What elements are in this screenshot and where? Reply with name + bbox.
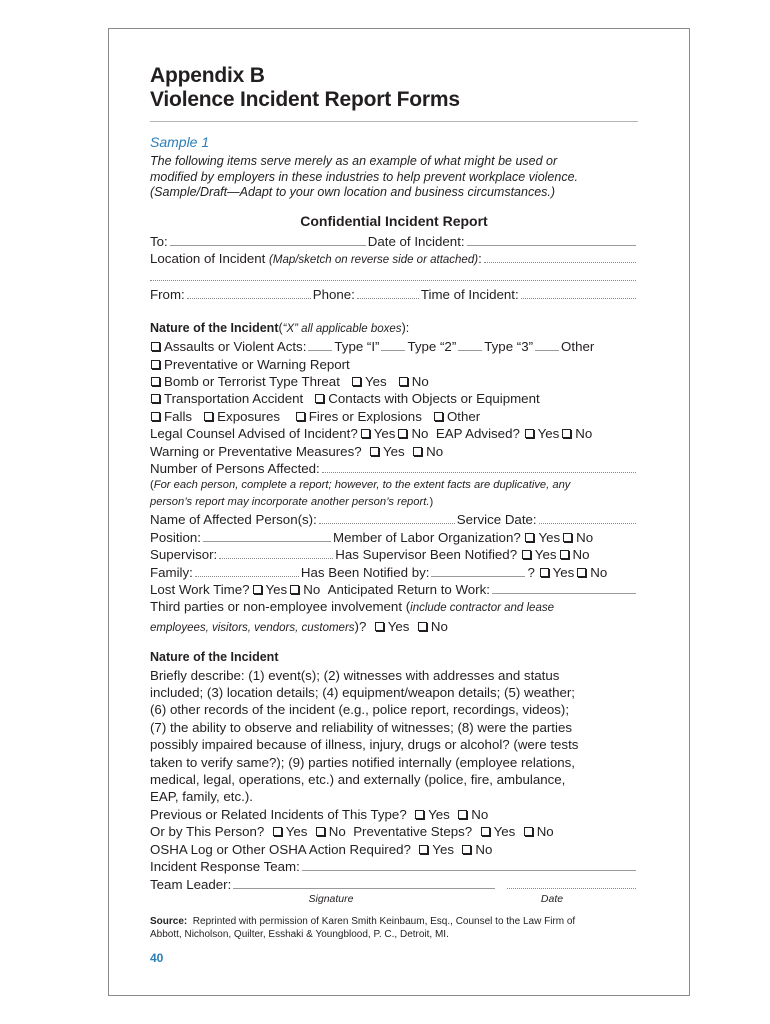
supervisor-field[interactable] (219, 547, 333, 559)
third-parties-row-2 (150, 618, 638, 637)
by-person-no-label: No (328, 824, 346, 840)
transport-label: Transportation Accident (164, 391, 304, 407)
location-continuation-row (150, 269, 638, 286)
falls-row (150, 408, 638, 425)
source-label: Source: (150, 915, 188, 927)
signature-caption: Signature (308, 892, 354, 905)
bomb-yes-label: Yes (365, 373, 387, 389)
contacts-checkbox[interactable] (315, 394, 324, 403)
contacts-label: Contacts with Objects or Equipment (328, 391, 540, 407)
position-field[interactable] (203, 530, 331, 542)
nature-line: included; (3) location details; (4) equipment/weapon details; (5) weather; (150, 685, 575, 701)
bomb-checkbox[interactable] (151, 377, 160, 386)
notified-by-qmark: ? (527, 564, 535, 580)
nature-note: “X” all applicable boxes (282, 322, 402, 335)
eap-yes-label: Yes (537, 426, 560, 442)
date-of-incident-field[interactable] (467, 234, 636, 246)
labor-yes-checkbox[interactable] (525, 533, 534, 542)
member-labor-label: Member of Labor Organization? (333, 529, 521, 545)
falls-checkbox[interactable] (151, 412, 160, 421)
by-person-yes-label: Yes (285, 824, 308, 840)
by-person-yes-checkbox[interactable] (273, 827, 282, 836)
to-row (150, 233, 638, 250)
third-parties-row (150, 598, 638, 617)
lost-work-row (150, 581, 638, 598)
osha-row (150, 841, 638, 858)
intro-line-1: The following items serve merely as an example of what might be used or (150, 154, 558, 168)
location-row (150, 250, 638, 269)
source-note (150, 915, 638, 941)
supervisor-yes-label: Yes (534, 547, 557, 563)
from-field[interactable] (187, 287, 311, 299)
lost-work-label: Lost Work Time? (150, 582, 250, 597)
bomb-row (150, 373, 638, 390)
fires-checkbox[interactable] (296, 412, 305, 421)
other-incident-checkbox[interactable] (434, 412, 443, 421)
type3-label: Type “3” (484, 339, 534, 355)
name-affected-label: Name of Affected Person(s): (150, 512, 317, 528)
falls-label: Falls (164, 408, 193, 424)
bomb-label: Bomb or Terrorist Type Threat (164, 373, 340, 389)
team-leader-signature-field[interactable] (233, 877, 495, 889)
num-persons-row (150, 460, 638, 477)
warning-measures-label: Warning or Preventative Measures? (150, 443, 362, 459)
intro-line-2: modified by employers in these industries to help prevent workplace violence. (150, 169, 579, 184)
steps-yes-label: Yes (493, 824, 516, 840)
nature-line: medical, legal, operations, etc.) and externally (police, fire, ambulance, (150, 772, 566, 788)
family-no-checkbox[interactable] (577, 568, 586, 577)
previous-yes-checkbox[interactable] (415, 810, 424, 819)
nature-note-close: ): (401, 320, 410, 335)
osha-no-checkbox[interactable] (462, 845, 471, 854)
transport-checkbox[interactable] (151, 394, 160, 403)
labor-no-checkbox[interactable] (563, 533, 572, 542)
notified-by-field[interactable] (431, 565, 525, 577)
legal-yes-checkbox[interactable] (361, 429, 370, 438)
response-team-row (150, 858, 638, 875)
bomb-no-label: No (411, 373, 429, 389)
osha-yes-checkbox[interactable] (419, 845, 428, 854)
by-person-row (150, 823, 638, 840)
legal-no-checkbox[interactable] (398, 429, 407, 438)
legal-row (150, 425, 638, 442)
service-date-field[interactable] (539, 512, 636, 524)
source-line-2: Abbott, Nicholson, Quilter, Esshaki & Youngblood, P. C., Detroit, MI. (150, 928, 449, 940)
title-divider (150, 121, 638, 122)
warning-no-label: No (426, 443, 444, 459)
preventative-steps-label: Preventative Steps? (353, 824, 473, 840)
nature-line: EAP, family, etc.). (150, 789, 253, 805)
legal-yes-label: Yes (373, 426, 396, 442)
warning-yes-checkbox[interactable] (370, 447, 379, 456)
each-person-line-1: For each person, complete a report; however, to the extent facts are duplicative, any (153, 479, 571, 492)
nature-line: (7) the ability to observe and reliability of witnesses; (8) were the parties (150, 719, 573, 735)
family-row (150, 564, 638, 581)
type1-field[interactable] (308, 339, 332, 351)
supervisor-no-checkbox[interactable] (560, 550, 569, 559)
to-label: To: (150, 233, 168, 249)
fires-label: Fires or Explosions (308, 408, 422, 424)
num-persons-label: Number of Persons Affected: (150, 460, 320, 476)
title-line-2: Violence Incident Report Forms (150, 88, 460, 111)
third-parties-label: Third parties or non-employee involvement ( (150, 599, 411, 615)
third-no-label: No (430, 618, 448, 634)
previous-no-label: No (471, 806, 489, 822)
osha-yes-label: Yes (432, 841, 454, 857)
nature-heading: Nature of the Incident (150, 320, 279, 335)
nature-heading-row (150, 320, 638, 338)
eap-yes-checkbox[interactable] (525, 429, 534, 438)
each-person-note (150, 477, 638, 511)
warning-measures-row (150, 443, 638, 460)
third-parties-note-2: employees, visitors, vendors, customers (150, 621, 355, 634)
bomb-no-checkbox[interactable] (399, 377, 408, 386)
num-persons-field[interactable] (322, 461, 636, 473)
preventative-warning-label: Preventative or Warning Report (164, 356, 350, 372)
by-person-no-checkbox[interactable] (316, 827, 325, 836)
assaults-row (150, 338, 638, 355)
preventative-warning-checkbox[interactable] (151, 360, 160, 369)
warning-no-checkbox[interactable] (413, 447, 422, 456)
other-type-field[interactable] (535, 339, 559, 351)
previous-label: Previous or Related Incidents of This Type? (150, 806, 407, 822)
signature-captions (150, 893, 638, 905)
title-line-1: Appendix B (150, 64, 265, 87)
date-of-incident-label: Date of Incident: (367, 233, 465, 249)
nature-note-open: ( (278, 320, 283, 335)
lost-work-no-label: No (303, 582, 321, 597)
location-note: (Map/sketch on reverse side or attached) (269, 253, 479, 266)
steps-yes-checkbox[interactable] (481, 827, 490, 836)
each-person-line-2: person’s report may incorporate another person’s report. (150, 496, 430, 509)
other-type-label: Other (561, 339, 595, 355)
location-field-line-2[interactable] (150, 269, 636, 281)
third-parties-close: )? (354, 618, 367, 634)
response-team-label: Incident Response Team: (150, 859, 300, 875)
type2-label: Type “2” (407, 339, 457, 355)
phone-label: Phone: (312, 287, 355, 303)
location-field[interactable] (484, 251, 636, 263)
response-team-field[interactable] (302, 859, 636, 871)
anticipated-return-label: Anticipated Return to Work: (327, 582, 490, 597)
to-field[interactable] (170, 234, 366, 246)
phone-field[interactable] (357, 287, 419, 299)
preventative-warning-row (150, 356, 638, 373)
source-line-1: Reprinted with permission of Karen Smith Keinbaum, Esq., Counsel to the Law Firm of (192, 915, 576, 927)
name-affected-row (150, 511, 638, 528)
family-no-label: No (590, 564, 608, 580)
location-colon: : (478, 250, 482, 266)
steps-no-label: No (536, 824, 554, 840)
from-label: From: (150, 287, 185, 303)
sample-label: Sample 1 (150, 134, 210, 150)
eap-no-label: No (575, 426, 593, 442)
notified-by-label: Has Been Notified by: (300, 564, 430, 580)
nature-section-heading: Nature of the Incident (150, 650, 279, 665)
nature-section-heading-row (150, 649, 638, 666)
third-yes-checkbox[interactable] (375, 622, 384, 631)
position-label: Position: (150, 529, 201, 545)
nature-line: taken to verify same?); (9) parties notified internally (employee relations, (150, 754, 575, 770)
time-of-incident-label: Time of Incident: (420, 287, 519, 303)
third-no-checkbox[interactable] (418, 622, 427, 631)
page-title (150, 64, 638, 112)
transport-row (150, 390, 638, 407)
legal-label: Legal Counsel Advised of Incident? (150, 426, 358, 442)
time-of-incident-field[interactable] (521, 287, 636, 299)
supervisor-notified-label: Has Supervisor Been Notified? (335, 547, 518, 563)
third-yes-label: Yes (387, 618, 410, 634)
nature-description (150, 667, 638, 806)
document-content (150, 64, 638, 965)
labor-no-label: No (576, 529, 594, 545)
assaults-checkbox[interactable] (151, 342, 160, 351)
page-number: 40 (150, 950, 164, 965)
exposures-checkbox[interactable] (204, 412, 213, 421)
lost-work-yes-checkbox[interactable] (253, 585, 262, 594)
osha-no-label: No (475, 841, 493, 857)
supervisor-row (150, 546, 638, 563)
name-affected-field[interactable] (319, 512, 455, 524)
intro-text (150, 154, 638, 201)
osha-label: OSHA Log or Other OSHA Action Required? (150, 841, 411, 857)
from-row (150, 286, 638, 303)
type3-field[interactable] (458, 339, 482, 351)
supervisor-yes-checkbox[interactable] (522, 550, 531, 559)
nature-line: (6) other records of the incident (e.g., police report, recordings, videos); (150, 702, 570, 718)
steps-no-checkbox[interactable] (524, 827, 533, 836)
form-title: Confidential Incident Report (300, 212, 488, 229)
warning-yes-label: Yes (383, 443, 405, 459)
each-person-close: ) (429, 496, 434, 509)
each-person-open: ( (150, 479, 154, 492)
nature-line: Briefly describe: (1) event(s); (2) witnesses with addresses and status (150, 667, 560, 683)
bomb-yes-checkbox[interactable] (352, 377, 361, 386)
assaults-label: Assaults or Violent Acts: (164, 339, 307, 355)
family-yes-label: Yes (552, 564, 575, 580)
legal-no-label: No (411, 426, 429, 442)
date-caption: Date (540, 892, 564, 905)
team-leader-date-field[interactable] (507, 877, 636, 889)
eap-label: EAP Advised? (435, 426, 520, 442)
other-incident-label: Other (446, 408, 481, 424)
lost-work-yes-label: Yes (265, 582, 288, 597)
team-leader-label: Team Leader: (150, 876, 232, 892)
nature-line: possibly impaired because of illness, injury, drugs or alcohol? (were tests (150, 737, 579, 753)
lost-work-no-checkbox[interactable] (290, 585, 299, 594)
family-field[interactable] (195, 565, 299, 577)
service-date-label: Service Date: (456, 512, 537, 528)
anticipated-return-field[interactable] (492, 582, 636, 594)
previous-yes-label: Yes (428, 806, 450, 822)
by-person-label: Or by This Person? (150, 824, 265, 840)
supervisor-no-label: No (572, 547, 590, 563)
type1-label: Type “I” (334, 339, 380, 355)
supervisor-label: Supervisor: (150, 547, 218, 563)
intro-line-3: (Sample/Draft—Adapt to your own location and business circumstances.) (150, 185, 556, 199)
location-label: Location of Incident (150, 250, 266, 266)
previous-row (150, 806, 638, 823)
position-row (150, 529, 638, 546)
eap-no-checkbox[interactable] (562, 429, 571, 438)
labor-yes-label: Yes (538, 529, 561, 545)
previous-no-checkbox[interactable] (458, 810, 467, 819)
third-parties-note-1: include contractor and lease (410, 602, 554, 615)
exposures-label: Exposures (217, 408, 280, 424)
family-yes-checkbox[interactable] (540, 568, 549, 577)
family-label: Family: (150, 564, 193, 580)
type2-field[interactable] (381, 339, 405, 351)
team-leader-row (150, 876, 638, 893)
